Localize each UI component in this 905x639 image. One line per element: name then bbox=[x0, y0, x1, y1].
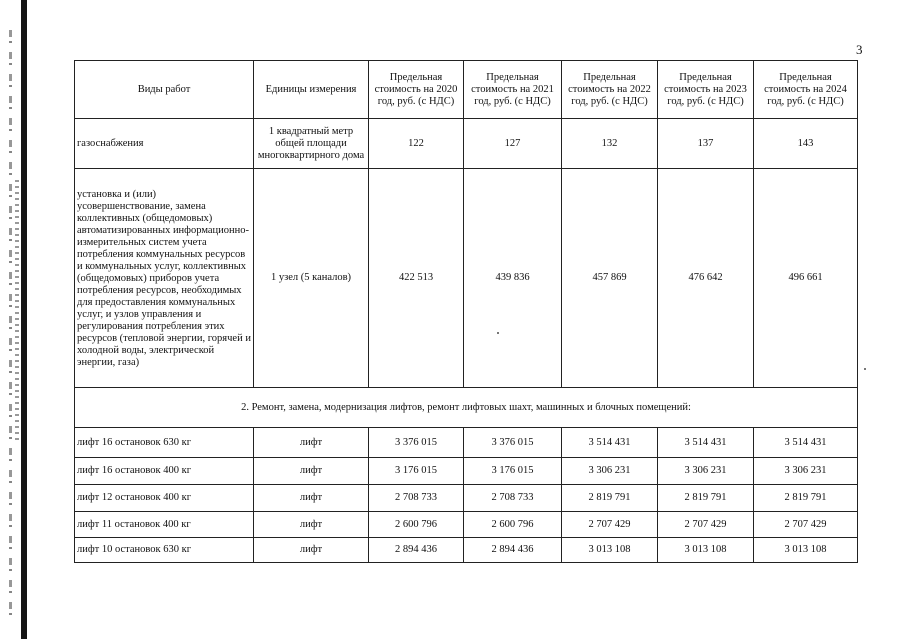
cell-price-2023: 3 514 431 bbox=[658, 428, 754, 458]
cell-price-2020: 3 376 015 bbox=[369, 428, 464, 458]
cell-unit: лифт bbox=[254, 485, 369, 512]
header-price-2020: Предельная стоимость на 2020 год, руб. (с НДС) bbox=[369, 61, 464, 119]
cell-price-2021: 2 894 436 bbox=[464, 538, 562, 563]
cell-price-2020: 3 176 015 bbox=[369, 458, 464, 485]
cell-price-2021: 2 708 733 bbox=[464, 485, 562, 512]
cell-price-2020: 422 513 bbox=[369, 169, 464, 388]
cell-unit: лифт bbox=[254, 458, 369, 485]
cell-price-2024: 2 707 429 bbox=[754, 512, 858, 538]
cell-price-2022: 3 514 431 bbox=[562, 428, 658, 458]
section-row bbox=[75, 388, 858, 428]
cell-price-2023: 2 819 791 bbox=[658, 485, 754, 512]
page-number: 3 bbox=[856, 42, 863, 57]
cell-work-type: газоснабжения bbox=[75, 119, 254, 169]
scan-edge-dots bbox=[15, 180, 19, 440]
cell-price-2024: 496 661 bbox=[754, 169, 858, 388]
table-row bbox=[75, 485, 858, 512]
table-row bbox=[75, 169, 858, 388]
cell-work-type: лифт 16 остановок 630 кг bbox=[75, 428, 254, 458]
cell-price-2023: 3 013 108 bbox=[658, 538, 754, 563]
cell-price-2021: 439 836 bbox=[464, 169, 562, 388]
cell-price-2021: 127 bbox=[464, 119, 562, 169]
cell-price-2022: 2 819 791 bbox=[562, 485, 658, 512]
table-header-row bbox=[75, 61, 858, 119]
cell-price-2021: 3 176 015 bbox=[464, 458, 562, 485]
cell-price-2021: 2 600 796 bbox=[464, 512, 562, 538]
cell-price-2022: 3 306 231 bbox=[562, 458, 658, 485]
cell-unit: 1 узел (5 каналов) bbox=[254, 169, 369, 388]
cell-work-type: установка и (или) усовершенствование, замена коллективных (общедомовых) автоматизированных информационно-измерительных систем учета потребления коммунальных ресурсов и коммунальных услуг, коллективных (общедомовых) приборов учета потребления ресурсов, необходимых для предоставления коммунальных услуг, и узлов управления и регулирования потребления этих ресурсов (тепловой энергии, горячей и холодной воды, электрической энергии, газа) bbox=[75, 169, 254, 388]
cell-price-2020: 2 600 796 bbox=[369, 512, 464, 538]
scan-edge-bar bbox=[21, 0, 27, 639]
cell-price-2022: 132 bbox=[562, 119, 658, 169]
scan-edge-marks bbox=[9, 30, 12, 620]
header-price-2022: Предельная стоимость на 2022 год, руб. (с НДС) bbox=[562, 61, 658, 119]
scan-speck bbox=[864, 368, 866, 370]
cell-unit: лифт bbox=[254, 512, 369, 538]
header-price-2024: Предельная стоимость на 2024 год, руб. (с НДС) bbox=[754, 61, 858, 119]
cell-work-type: лифт 12 остановок 400 кг bbox=[75, 485, 254, 512]
cell-price-2024: 2 819 791 bbox=[754, 485, 858, 512]
cell-work-type: лифт 10 остановок 630 кг bbox=[75, 538, 254, 563]
cell-work-type: лифт 16 остановок 400 кг bbox=[75, 458, 254, 485]
cell-work-type: лифт 11 остановок 400 кг bbox=[75, 512, 254, 538]
cell-price-2020: 122 bbox=[369, 119, 464, 169]
table-row bbox=[75, 458, 858, 485]
header-price-2023: Предельная стоимость на 2023 год, руб. (с НДС) bbox=[658, 61, 754, 119]
cell-price-2022: 3 013 108 bbox=[562, 538, 658, 563]
cell-price-2020: 2 708 733 bbox=[369, 485, 464, 512]
cell-price-2022: 457 869 bbox=[562, 169, 658, 388]
table-row bbox=[75, 512, 858, 538]
cell-price-2020: 2 894 436 bbox=[369, 538, 464, 563]
table-row bbox=[75, 538, 858, 563]
header-price-2021: Предельная стоимость на 2021 год, руб. (с НДС) bbox=[464, 61, 562, 119]
cell-price-2023: 3 306 231 bbox=[658, 458, 754, 485]
cell-price-2021: 3 376 015 bbox=[464, 428, 562, 458]
cell-unit: лифт bbox=[254, 428, 369, 458]
cell-unit: 1 квадратный метр общей площади многоквартирного дома bbox=[254, 119, 369, 169]
cell-unit: лифт bbox=[254, 538, 369, 563]
cell-price-2023: 137 bbox=[658, 119, 754, 169]
cell-price-2024: 3 514 431 bbox=[754, 428, 858, 458]
header-work-type: Виды работ bbox=[75, 61, 254, 119]
cell-price-2024: 143 bbox=[754, 119, 858, 169]
header-unit: Единицы измерения bbox=[254, 61, 369, 119]
cell-price-2024: 3 013 108 bbox=[754, 538, 858, 563]
cell-price-2024: 3 306 231 bbox=[754, 458, 858, 485]
cell-price-2023: 2 707 429 bbox=[658, 512, 754, 538]
cell-price-2023: 476 642 bbox=[658, 169, 754, 388]
price-table bbox=[74, 60, 858, 563]
table-row bbox=[75, 119, 858, 169]
cell-price-2022: 2 707 429 bbox=[562, 512, 658, 538]
table-row bbox=[75, 428, 858, 458]
section-title: 2. Ремонт, замена, модернизация лифтов, ремонт лифтовых шахт, машинных и блочных помещений: bbox=[75, 388, 858, 428]
